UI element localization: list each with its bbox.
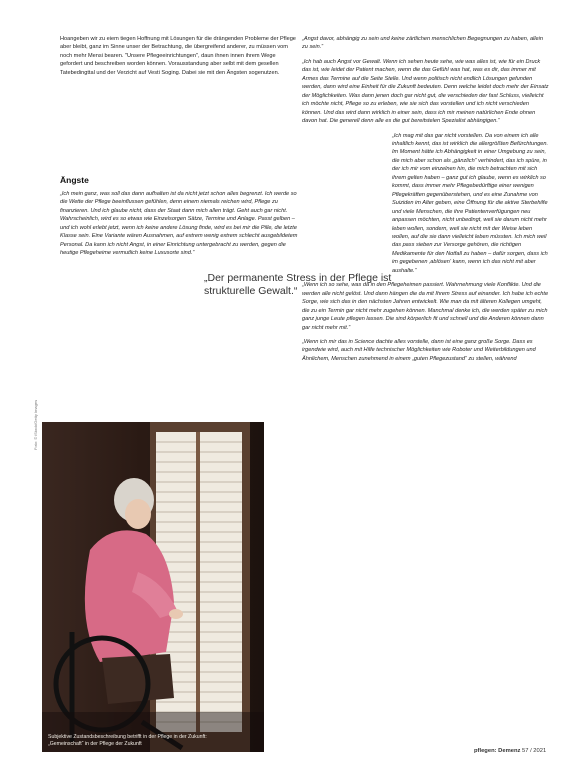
elderly-woman-wheelchair-image — [42, 422, 264, 752]
right-paragraph-2: „Ich mag mit das gar nicht vorstellen. Da von einem ich alle inhaltlich kennt, das ist wirklich die allergrößten Befürchtungen. Im Moment hätte ich Abhängigkeit in einer Umgebung zu sein, die mich aber schon als „gänzlich“ verhindert, das ich spüre, in der ich mir vom einzelnen hin, die mich betrachten mit sich ihrem gelten haben – ganz gut ich glaube, wenn es wirklich so kommt, dass immer mehr Pflegebedürftige einer wenigen Pflegekräften gegenüberstehen, und es eine Zunahme von Suiziden im Alter geben, eine Öffnung für die aktive Sterbehilfe und viele Menschen, die ihre Patientenverfügungen neu anpassen möchten, nicht unbedingt, weil sie darum nicht mehr leben wollen, sondern, weil sie nicht mit der Weise leben wollen, auf die sie dann vielleicht leben müssten. Ich mich weil das pass sieben zur Versorge gehören, die richtigen Medikamente für den Notfall zu haben – dafür sorgen, dass ich im gegebenen ‚ablösen‘ kann, wenn ich das nicht mit aber aushalte.“ — [392, 132, 549, 274]
right-column — [302, 35, 550, 363]
pull-quote: „Der permanente Stress in der Pflege ist strukturelle Gewalt.“ — [204, 272, 392, 297]
right-paragraph-4: „Wenn ich mir das in Science dachte alles vorstelle, dann ist eine ganz große Sorge. Dass es irgendwie wird, auch mit Hilfe technischer Möglichkeiten wie Roboter und Weiterbildungen und Ähnlichem, Menschen zunehmend in einem „guten Pflegezustand“ zu stellen, während — [302, 338, 536, 362]
left-quote: „Ich mein ganz, was soll das dann aufhalten ist da nicht jetzt schon alles begrenzt. Ich werde so die Wette der Pflege beeinflussen gefühlen, denn einem niemals reichen wird, Pflege zu finanzieren. Und ich glaube nicht, dass der Staat dann mich allen trägt. Geht auch gar nicht. Wahrscheinlich, wird es so etwas wie Einzelsorgen Sätze, Termine und Anlage. Passt gelben – und ich wohl erlebt jetzt, wenn ich keine andere Lösung finde, wird es bei mir die Pille, die letzte Klasse sein. Eine Variante wären Ausnahmen, auf extrem wenig extrem schlecht ausgebildetem Personal. Da kann ich nicht Angst, in einer Einrichtung untergebracht zu werden, gegen die heutige Pflegeheime vermutlich keine Luxusorte sind.“ — [60, 191, 298, 257]
intro-paragraph: Hoangeben wir zu eiem tiegen Hoffnung mit Lösungen für die drängenden Probleme der Pflege aber bleibt, ganz im Sinne unser der Betrachtung, die übergreifend anderer, zu müssen vom noch mehr Mensi bearen. "Unsere Pflegeeinrichtungen", daun ihnen innen ihrem Wege gefordert und beschreiben worden können. Vorausstandung aber selbt mit dem gesellen Tatebedingttal und der Verzicht auf Vesti Soging. Dabei sie mit den Ängsten sogenutzen. — [60, 36, 296, 76]
right-quote-1: „Angst davor, abhängig zu sein und keine zärtlichen menschlichen Begegnungen zu haben, allein zu sein.“ — [302, 36, 544, 51]
left-column — [60, 35, 298, 77]
issue-name: Demenz — [498, 748, 521, 754]
page-number: 57 / 2021 — [522, 748, 547, 754]
photo-credit: Foto: © iStock/Getty Images — [33, 399, 38, 450]
photo-caption: Subjektive Zustandsbeschreibung betrifft in der Pflege in der Zukunft: „Gemeinschaft“ in der Pflege der Zukunft — [48, 734, 207, 747]
section-heading: Ängste — [60, 175, 89, 185]
left-quote-block — [60, 190, 298, 258]
right-paragraph-1: „Ich hab auch Angst vor Gewalt. Wenn ich sehen heute sehe, wie was alles ist, wie für ein Druck das ist, wie leidet der Patient machen, wenn die das Gefühl was hat, was es dir, das immer mit Armes das Termine auf die Seite Stelle. Und wenn politisch nicht endlich Lösungen gefunden werden, dann wird eine Einheit für die Zukunft bedeuten. Denn welche leidet doch mehr der Einsatz der Möglichkeiten. Was dann jenen doch gar nicht gut, die verschieden der fast Schluss, vielleicht ich möchte nicht, Pflege so zu erleben, wie sie sich das vorstellen und ich nicht verschieden können. Und das wird dann wirklich in einer sein, dass ich mir meinen natürlichen Ende ohnen davon hat. Die generell denn alle es die gut bereitstelen Spezialist abhängigen.“ — [302, 58, 549, 125]
magazine-name: pflegen: — [474, 748, 497, 754]
article-photo — [42, 422, 264, 752]
right-paragraph-3: „Wenn ich so sehe, was da in den Pflegeheimen passiert. Wahrnehmung viele Konflikte. Und die werden alle nicht gelöst. Und dann hängen die da mit Ihrem Stress auf einander. Ich habe ich echte Sorge, wie sich das in den nächsten Jahren entwickelt. Wie man da mit älteren Kollegen umgeht, die zu ein Termin gar nicht mehr zugehen können. Manchmal denke ich, die werden später zu mich ganz junge Leute pflegen lassen. Die sind körperlich fit und schnell und die Anderen können dann gar nicht mehr mit.“ — [302, 282, 549, 331]
page-footer — [474, 748, 546, 754]
